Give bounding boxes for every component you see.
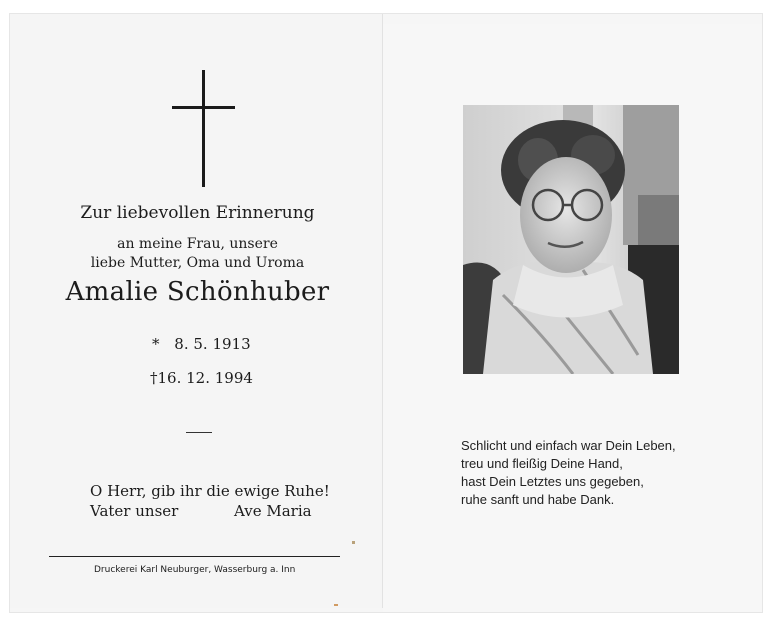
prayer-vater-unser: Vater unser [90, 502, 179, 520]
cross-horizontal-bar [172, 106, 235, 109]
birth-date: 8. 5. 1913 [174, 335, 251, 353]
poem-line-2: treu und fleißig Deine Hand, [461, 456, 623, 471]
prayer-ave-maria: Ave Maria [234, 502, 312, 520]
death-date: 16. 12. 1994 [157, 369, 253, 387]
deceased-name: Amalie Schönhuber [65, 277, 330, 307]
poem-line-4: ruhe sanft und habe Dank. [461, 492, 615, 507]
death-line [150, 369, 253, 387]
relation-line-1: an meine Frau, unsere [117, 236, 278, 252]
portrait-image [463, 105, 679, 374]
birth-line [152, 335, 251, 353]
prayer-line: O Herr, gib ihr die ewige Ruhe! [90, 482, 330, 500]
death-symbol: † [150, 369, 158, 387]
poem-line-3: hast Dein Letztes uns gegeben, [461, 474, 644, 489]
cross-vertical-bar [202, 70, 205, 187]
poem-block [461, 437, 676, 509]
portrait-photo [463, 105, 679, 374]
printer-credit: Druckerei Karl Neuburger, Wasserburg a. Inn [94, 565, 296, 575]
relation-line-2: liebe Mutter, Oma und Uroma [90, 255, 305, 271]
paper-speck [352, 541, 355, 544]
birth-symbol: * [152, 335, 160, 353]
divider-dash [186, 432, 212, 433]
poem-line-1: Schlicht und einfach war Dein Leben, [461, 438, 676, 453]
left-panel [10, 14, 383, 608]
printer-rule [49, 556, 340, 557]
paper-speck [334, 604, 338, 606]
remembrance-heading: Zur liebevollen Erinnerung [80, 203, 315, 223]
